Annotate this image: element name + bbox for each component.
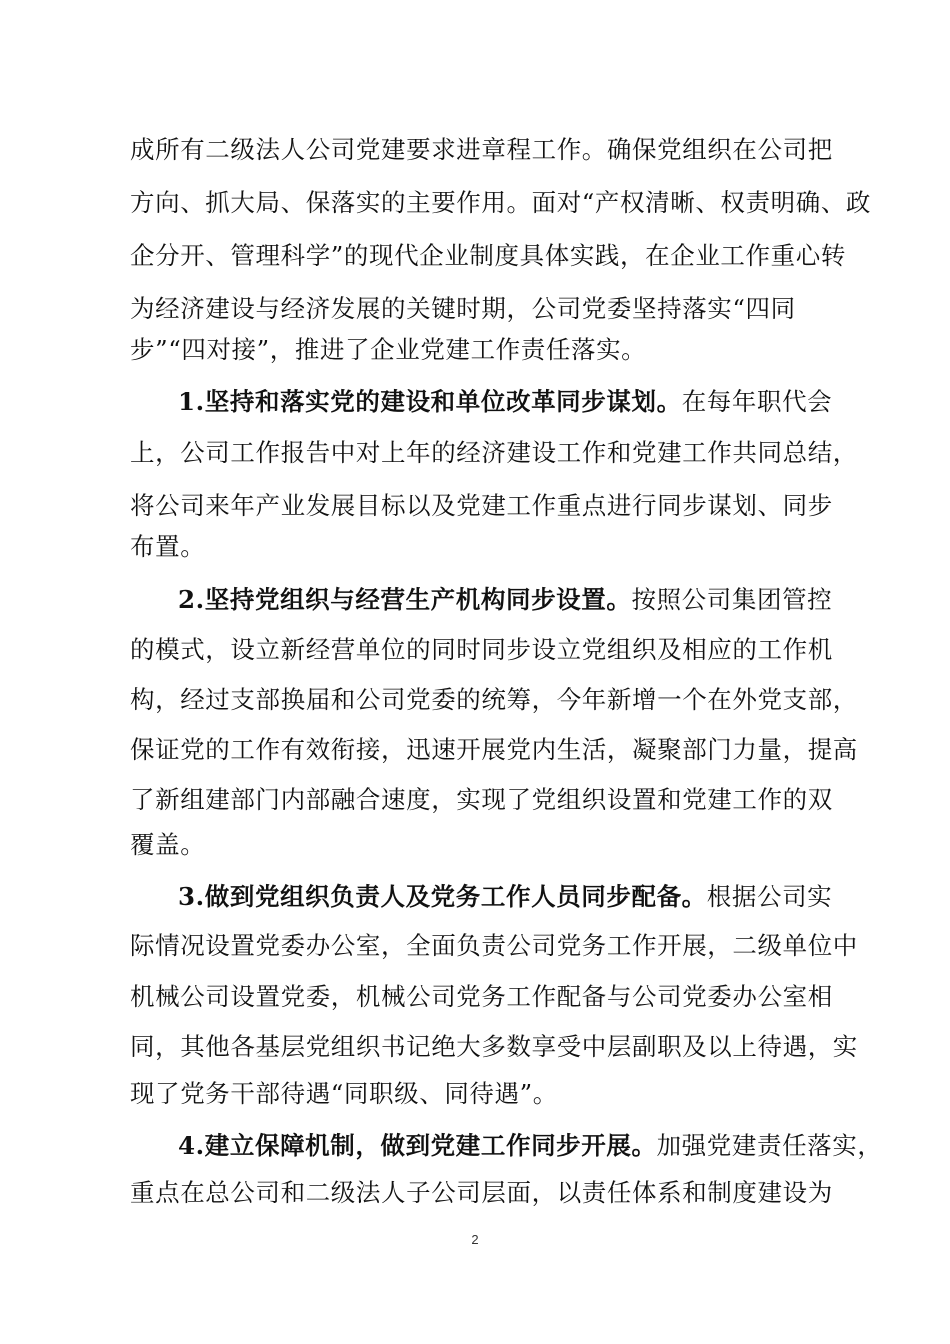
section-4-first-line-rest: 加强党建责任落实， — [656, 1131, 883, 1160]
paragraph-line: 保证党的工作有效衔接，迅速开展党内生活，凝聚部门力量，提高 — [130, 735, 858, 764]
section-2-first-line — [178, 583, 832, 617]
paragraph-line: 机械公司设置党委，机械公司党务工作配备与公司党委办公室相 — [130, 982, 833, 1011]
section-2-first-line-rest: 按照公司集团管控 — [631, 585, 833, 614]
paragraph-line: 成所有二级法人公司党建要求进章程工作。确保党组织在公司把 — [130, 135, 833, 164]
paragraph-line: 将公司来年产业发展目标以及党建工作重点进行同步谋划、同步 — [130, 491, 833, 520]
paragraph-line: 方向、抓大局、保落实的主要作用。面对“产权清晰、权责明确、政 — [130, 188, 872, 217]
section-1-first-line-rest: 在每年职代会 — [681, 387, 833, 416]
paragraph-line: 步”“四对接”，推进了企业党建工作责任落实。 — [130, 335, 647, 364]
section-1-first-line — [178, 385, 832, 419]
paragraph-line: 现了党务干部待遇“同职级、同待遇”。 — [130, 1079, 558, 1108]
section-1-heading: 1.坚持和落实党的建设和单位改革同步谋划。 — [178, 387, 682, 416]
paragraph-line: 际情况设置党委办公室，全面负责公司党务工作开展，二级单位中 — [130, 931, 858, 960]
paragraph-line: 的模式，设立新经营单位的同时同步设立党组织及相应的工作机 — [130, 635, 833, 664]
paragraph-line: 构，经过支部换届和公司党委的统筹，今年新增一个在外党支部， — [130, 685, 858, 714]
section-4-first-line — [178, 1129, 882, 1163]
paragraph-line: 同，其他各基层党组织书记绝大多数享受中层副职及以上待遇，实 — [130, 1032, 858, 1061]
section-3-first-line — [178, 880, 832, 914]
paragraph-line: 布置。 — [130, 532, 206, 561]
paragraph-line: 了新组建部门内部融合速度，实现了党组织设置和党建工作的双 — [130, 785, 833, 814]
paragraph-line: 为经济建设与经济发展的关键时期，公司党委坚持落实“四同 — [130, 294, 796, 323]
paragraph-line: 企分开、管理科学”的现代企业制度具体实践，在企业工作重心转 — [130, 241, 846, 270]
paragraph-line: 上，公司工作报告中对上年的经济建设工作和党建工作共同总结， — [130, 438, 858, 467]
page-number: 2 — [471, 1232, 479, 1247]
section-2-heading: 2.坚持党组织与经营生产机构同步设置。 — [178, 585, 632, 614]
section-3-first-line-rest: 根据公司实 — [706, 882, 833, 911]
section-3-heading: 3.做到党组织负责人及党务工作人员同步配备。 — [178, 882, 707, 911]
section-4-heading: 4.建立保障机制，做到党建工作同步开展。 — [178, 1131, 657, 1160]
paragraph-line: 重点在总公司和二级法人子公司层面，以责任体系和制度建设为 — [130, 1178, 833, 1207]
paragraph-line: 覆盖。 — [130, 830, 206, 859]
